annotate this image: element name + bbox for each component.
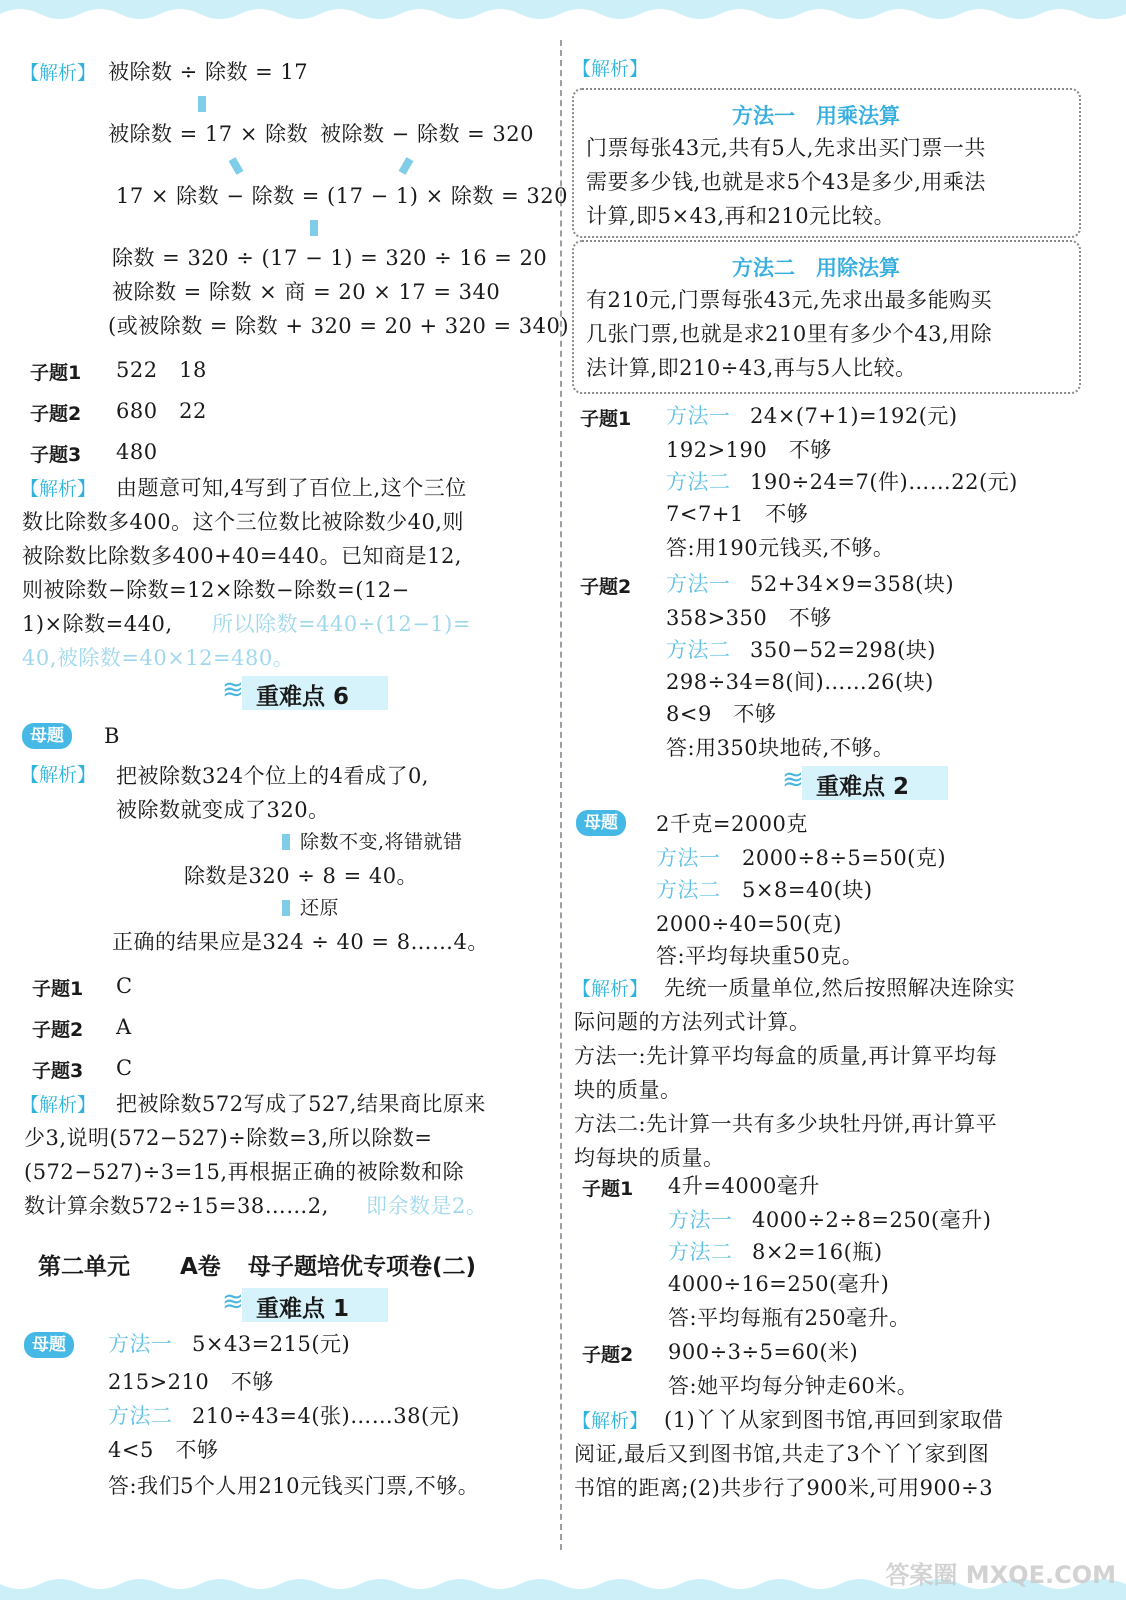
- method-label: 方法二: [656, 878, 721, 902]
- analysis-line: (1)丫丫从家到图书馆,再回到家取借: [664, 1408, 1004, 1432]
- analysis-line: 际问题的方法列式计算。: [574, 1010, 811, 1034]
- sub-question-label: 子题2: [32, 1019, 84, 1041]
- analysis-line: 先统一质量单位,然后按照解决连除实: [664, 976, 1016, 1000]
- answer-line: 2千克=2000克: [656, 812, 808, 836]
- analysis-tag: 【解析】: [20, 62, 97, 84]
- answer-line: 4000÷16=250(毫升): [668, 1272, 890, 1296]
- unit-subtitle: 母子题培优专项卷(二): [248, 1254, 477, 1280]
- section-heading: [782, 765, 948, 800]
- section-heading-title: 重难点 6: [256, 684, 350, 710]
- analysis-note: 还原: [300, 897, 340, 919]
- method-text: 有210元,门票每张43元,先求出最多能购买: [586, 288, 993, 312]
- method-title: 方法二 用除法算: [732, 256, 900, 280]
- analysis-line: 方法一:先计算平均每盒的质量,再计算平均每: [574, 1044, 998, 1068]
- down-arrow-icon: [282, 834, 290, 850]
- answer-line: 358>350 不够: [666, 606, 832, 630]
- section-heading-title: 重难点 1: [256, 1296, 350, 1322]
- sub-question-answer: 522 18: [116, 358, 207, 382]
- analysis-tag: 【解析】: [20, 1094, 97, 1116]
- method-text: 计算,即5×43,再和210元比较。: [586, 204, 896, 228]
- method-box-multiply: [572, 88, 1081, 238]
- answer-line: 215>210 不够: [108, 1370, 274, 1394]
- answer-line: 4000÷2÷8=250(毫升): [752, 1208, 992, 1232]
- sub-question-label: 子题2: [582, 1344, 634, 1366]
- method-box-divide: [572, 240, 1081, 394]
- method-label: 方法一: [108, 1332, 173, 1356]
- analysis-line: 被除数 − 除数 = 320: [320, 122, 534, 146]
- answer-line: 2000÷40=50(克): [656, 912, 842, 936]
- sub-question-label: 子题2: [30, 403, 82, 425]
- answer-line: 350−52=298(块): [750, 638, 936, 662]
- method-label: 方法二: [666, 470, 731, 494]
- sub-question-answer: 680 22: [116, 399, 207, 423]
- answer-line: 192>190 不够: [666, 438, 832, 462]
- method-label: 方法二: [668, 1240, 733, 1264]
- method-text: 几张门票,也就是求210里有多少个43,用除: [586, 322, 993, 346]
- answer-line: 900÷3÷5=60(米): [668, 1340, 859, 1364]
- analysis-line: 除数是320 ÷ 8 = 40。: [184, 864, 419, 888]
- sub-question-answer: C: [116, 1056, 133, 1080]
- method-label: 方法一: [656, 846, 721, 870]
- analysis-line: 除数 = 320 ÷ (17 − 1) = 320 ÷ 16 = 20: [112, 246, 548, 270]
- analysis-line: 正确的结果应是324 ÷ 40 = 8……4。: [112, 930, 489, 954]
- sub-question-answer: A: [116, 1015, 132, 1039]
- analysis-line: 把被除数324个位上的4看成了0,: [116, 764, 429, 788]
- analysis-note: 除数不变,将错就错: [300, 831, 463, 853]
- method-label: 方法一: [666, 572, 731, 596]
- sub-question-answer: C: [116, 974, 133, 998]
- analysis-line: 17 × 除数 − 除数 = (17 − 1) × 除数 = 320: [116, 184, 568, 208]
- analysis-line: (572−527)÷3=15,再根据正确的被除数和除: [24, 1160, 465, 1184]
- answer-line: 答:她平均每分钟走60米。: [668, 1374, 919, 1398]
- analysis-line: 少3,说明(572−527)÷除数=3,所以除数=: [24, 1126, 433, 1150]
- method-label: 方法二: [666, 638, 731, 662]
- method-label: 方法二: [108, 1404, 173, 1428]
- column-divider: [560, 40, 562, 1550]
- method-text: 门票每张43元,共有5人,先求出买门票一共: [586, 136, 986, 160]
- section-heading: [222, 1287, 388, 1322]
- answer-line: 5×8=40(块): [742, 878, 873, 902]
- analysis-line: 数比除数多400。这个三位数比被除数少40,则: [22, 510, 464, 534]
- answer-line: 答:我们5个人用210元钱买门票,不够。: [108, 1474, 480, 1498]
- analysis-line: (或被除数 = 除数 + 320 = 20 + 320 = 340): [108, 314, 570, 338]
- section-heading-title: 重难点 2: [816, 774, 910, 800]
- sub-question-label: 子题1: [582, 1178, 634, 1200]
- analysis-line: 被除数 = 17 × 除数: [108, 122, 309, 146]
- answer-line: 2000÷8÷5=50(克): [742, 846, 947, 870]
- analysis-line: 被除数比除数多400+40=440。已知商是12,: [22, 544, 462, 568]
- analysis-line: 被除数就变成了320。: [116, 798, 330, 822]
- answer-line: 52+34×9=358(块): [750, 572, 955, 596]
- mother-question-badge: 母题: [22, 723, 72, 749]
- watermark: 答案圈 MXQE.COM: [885, 1561, 1116, 1589]
- analysis-tag: 【解析】: [20, 478, 97, 500]
- down-arrow-icon: [282, 900, 290, 916]
- wave-icon: ≋: [222, 675, 244, 705]
- method-text: 法计算,即210÷43,再与5人比较。: [586, 356, 917, 380]
- analysis-line-faded: 即余数是2。: [366, 1194, 488, 1218]
- method-text: 需要多少钱,也就是求5个43是多少,用乘法: [586, 170, 986, 194]
- sub-question-label: 子题3: [30, 444, 82, 466]
- section-heading: [222, 675, 388, 710]
- mother-question-answer: B: [104, 724, 120, 748]
- top-wave-band: [0, 0, 1126, 34]
- answer-line: 5×43=215(元): [192, 1332, 351, 1356]
- mother-question-badge: 母题: [576, 810, 626, 836]
- analysis-line: 阅证,最后又到图书馆,共走了3个丫丫家到图: [574, 1442, 990, 1466]
- analysis-tag: 【解析】: [572, 978, 649, 1000]
- analysis-tag: 【解析】: [572, 58, 649, 80]
- answer-line: 7<7+1 不够: [666, 502, 809, 526]
- answer-line: 298÷34=8(间)……26(块): [666, 670, 934, 694]
- top-wave-decoration: [0, 0, 1126, 34]
- arrow-icon: [399, 157, 414, 175]
- answer-line: 210÷43=4(张)……38(元): [192, 1404, 460, 1428]
- analysis-line: 被除数 ÷ 除数 = 17: [108, 60, 309, 84]
- arrow-icon: [229, 157, 244, 175]
- answer-line: 8×2=16(瓶): [752, 1240, 883, 1264]
- method-title: 方法一 用乘法算: [732, 104, 900, 128]
- analysis-line: 数计算余数572÷15=38……2,: [24, 1194, 329, 1218]
- sub-question-label: 子题3: [32, 1060, 84, 1082]
- analysis-line-faded: 所以除数=440÷(12−1)=: [212, 612, 471, 636]
- wave-icon: ≋: [782, 765, 804, 795]
- analysis-tag: 【解析】: [572, 1410, 649, 1432]
- sub-question-label: 子题1: [30, 362, 82, 384]
- sub-question-label: 子题1: [580, 408, 632, 430]
- answer-line: 答:平均每块重50克。: [656, 944, 864, 968]
- analysis-tag: 【解析】: [20, 764, 97, 786]
- left-column: [20, 40, 570, 1560]
- answer-line: 8<9 不够: [666, 702, 777, 726]
- answer-line: 答:平均每瓶有250毫升。: [668, 1306, 911, 1330]
- answer-line: 答:用190元钱买,不够。: [666, 536, 895, 560]
- sub-question-label: 子题2: [580, 576, 632, 598]
- unit-title: 第二单元: [38, 1254, 130, 1280]
- answer-line: 190÷24=7(件)……22(元): [750, 470, 1018, 494]
- unit-volume: A卷: [180, 1254, 221, 1280]
- answer-line: 答:用350块地砖,不够。: [666, 736, 895, 760]
- analysis-line: 则被除数−除数=12×除数−除数=(12−: [22, 578, 410, 602]
- method-label: 方法一: [666, 404, 731, 428]
- answer-line: 4升=4000毫升: [668, 1174, 820, 1198]
- sub-question-answer: 480: [116, 440, 158, 464]
- sub-question-label: 子题1: [32, 978, 84, 1000]
- method-label: 方法一: [668, 1208, 733, 1232]
- analysis-line: 块的质量。: [574, 1078, 682, 1102]
- analysis-line: 书馆的距离;(2)共步行了900米,可用900÷3: [574, 1476, 994, 1500]
- analysis-line: 把被除数572写成了527,结果商比原来: [116, 1092, 486, 1116]
- analysis-line-faded: 40,被除数=40×12=480。: [22, 646, 295, 670]
- analysis-line: 1)×除数=440,: [22, 612, 173, 636]
- analysis-line: 由题意可知,4写到了百位上,这个三位: [116, 476, 467, 500]
- wave-icon: ≋: [222, 1287, 244, 1317]
- analysis-line: 方法二:先计算一共有多少块牡丹饼,再计算平: [574, 1112, 998, 1136]
- down-arrow-icon: [310, 220, 318, 236]
- right-column: [572, 40, 1105, 1560]
- answer-line: 4<5 不够: [108, 1438, 219, 1462]
- analysis-line: 均每块的质量。: [574, 1146, 725, 1170]
- answer-line: 24×(7+1)=192(元): [750, 404, 958, 428]
- analysis-line: 被除数 = 除数 × 商 = 20 × 17 = 340: [112, 280, 501, 304]
- down-arrow-icon: [198, 96, 206, 112]
- mother-question-badge: 母题: [24, 1332, 74, 1358]
